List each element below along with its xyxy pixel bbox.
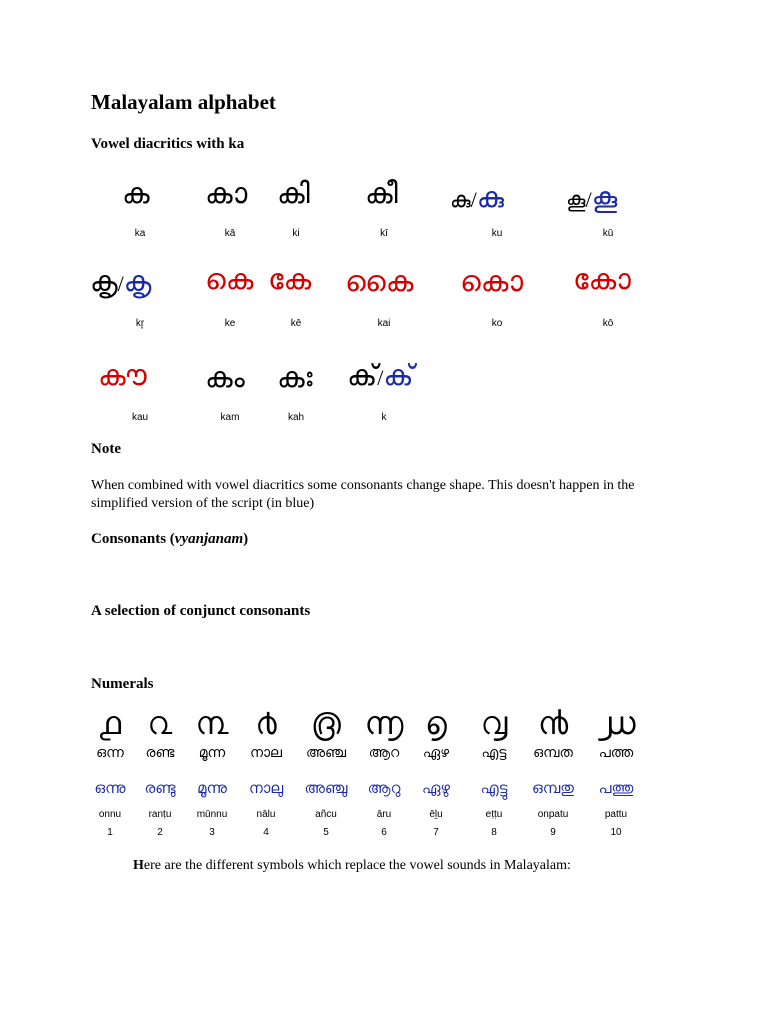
numeral-word-simplified: മൂന്നു <box>197 781 227 797</box>
glyph-ku-pair <box>450 180 504 218</box>
vowel-diacritics-heading: Vowel diacritics with ka <box>91 136 245 152</box>
intro-initial: H <box>133 858 144 873</box>
numeral-symbol: ൩ <box>195 705 229 741</box>
numeral-word-traditional: ഒന്ന <box>96 746 124 761</box>
glyph-ke: കെ <box>205 264 254 296</box>
numeral-digit: 10 <box>610 827 622 838</box>
glyph-kuu-simplified: കൂ <box>591 182 618 214</box>
numeral-romanized: pattu <box>604 809 628 820</box>
translit-kah: kah <box>287 412 305 423</box>
translit-ki: ki <box>292 228 300 239</box>
glyph-kai: കൈ <box>345 266 414 298</box>
translit-kii: kī <box>380 228 388 239</box>
numeral-digit: 4 <box>263 827 269 838</box>
glyph-ka: ക <box>122 178 150 210</box>
numeral-digit: 8 <box>491 827 497 838</box>
glyph-ko: കൊ <box>460 266 524 298</box>
translit-kuu: kū <box>602 228 614 239</box>
numeral-word-traditional: അഞ്ച <box>305 746 347 761</box>
consonants-heading-suffix: ) <box>243 531 249 547</box>
separator: / <box>377 365 384 390</box>
numeral-digit: 6 <box>381 827 387 838</box>
translit-kam: kam <box>220 412 240 423</box>
glyph-kau: കൗ <box>98 360 147 392</box>
numeral-word-simplified: ഒമ്പതു <box>531 781 574 797</box>
numeral-symbol: ൧ <box>98 705 122 741</box>
numeral-word-traditional: പത്ത <box>598 746 634 761</box>
translit-k: k <box>381 412 387 423</box>
glyph-kaa: കാ <box>205 178 248 210</box>
separator: / <box>585 187 592 212</box>
numeral-word-traditional: നാല <box>249 746 283 761</box>
numeral-romanized: ranṭu <box>148 809 172 820</box>
numeral-symbol: ൮ <box>480 705 508 741</box>
translit-ko: ko <box>491 318 503 329</box>
numeral-word-traditional: ആറ <box>368 746 400 761</box>
note-heading: Note <box>91 441 121 457</box>
numeral-word-traditional: ഒമ്പത <box>533 746 573 761</box>
numeral-word-traditional: ഏഴ <box>422 746 450 761</box>
numeral-romanized: nālu <box>256 809 276 820</box>
numeral-symbol: ൨ <box>147 705 173 741</box>
numeral-digit: 2 <box>157 827 163 838</box>
glyph-k-traditional: ക് <box>347 360 378 392</box>
glyph-ku-traditional: കു <box>450 187 471 212</box>
numeral-romanized: ēḻu <box>429 809 443 820</box>
numeral-symbol: ൭ <box>425 705 447 741</box>
glyph-ku-simplified: കു <box>476 182 505 214</box>
conjunct-heading: A selection of conjunct consonants <box>91 603 311 619</box>
translit-koo: kō <box>602 318 614 329</box>
vowel-symbols-intro <box>133 858 571 874</box>
glyph-kee: കേ <box>268 264 312 296</box>
numeral-symbol: ൯ <box>537 705 569 741</box>
numeral-romanized: onpatu <box>537 809 569 820</box>
consonants-heading <box>91 531 248 548</box>
glyph-koo: കോ <box>573 264 631 296</box>
glyph-kuu-traditional: കൂ <box>566 187 586 212</box>
numeral-symbol: ൬ <box>364 705 404 741</box>
translit-kee: kē <box>290 318 302 329</box>
numeral-digit: 7 <box>433 827 439 838</box>
translit-kaa: kā <box>224 228 236 239</box>
numeral-symbol: ൪ <box>255 705 277 741</box>
page-title: Malayalam alphabet <box>91 90 276 114</box>
separator: / <box>117 271 124 296</box>
glyph-kuu-pair <box>566 180 617 218</box>
numeral-word-simplified: ഒന്നു <box>94 781 126 797</box>
numeral-word-traditional: മൂന്ന <box>198 746 226 761</box>
numeral-word-simplified: നാലു <box>248 781 284 797</box>
numeral-digit: 9 <box>550 827 556 838</box>
numeral-word-traditional: എട്ട <box>481 746 507 761</box>
numerals-heading: Numerals <box>91 676 154 692</box>
numeral-digit: 5 <box>323 827 329 838</box>
glyph-kii: കീ <box>365 178 398 210</box>
glyph-ki: കി <box>277 178 310 210</box>
glyph-kr-traditional: കൃ <box>90 266 118 298</box>
note-text-line-2: simplified version of the script (in blue) <box>91 496 315 511</box>
note-text-line-1: When combined with vowel diacritics some consonants change shape. This doesn't happen in the <box>91 478 635 493</box>
glyph-kr-simplified: കൃ <box>123 266 152 298</box>
numeral-symbol: ൰ <box>596 705 636 741</box>
glyph-k-pair <box>347 358 414 396</box>
numeral-romanized: mūnnu <box>196 809 228 820</box>
glyph-k-simplified: ക് <box>383 360 414 392</box>
numeral-word-simplified: പത്തു <box>598 781 634 797</box>
numeral-word-traditional: രണ്ട <box>145 746 175 761</box>
numeral-word-simplified: ആറു <box>367 781 401 797</box>
consonants-heading-italic: vyanjanam <box>174 531 244 547</box>
numeral-word-simplified: അഞ്ചു <box>304 781 348 797</box>
translit-kr: kr̥ <box>135 318 145 329</box>
translit-kau: kau <box>131 412 149 423</box>
numeral-digit: 3 <box>209 827 215 838</box>
separator: / <box>470 187 477 212</box>
translit-ku: ku <box>491 228 503 239</box>
numeral-symbol: ൫ <box>311 705 341 741</box>
numeral-word-simplified: ഏഴു <box>421 781 451 797</box>
numeral-romanized: onnu <box>98 809 122 820</box>
translit-ke: ke <box>224 318 236 329</box>
glyph-kam: കം <box>205 362 245 394</box>
translit-ka: ka <box>134 228 146 239</box>
consonants-heading-prefix: Consonants ( <box>91 531 175 547</box>
numeral-word-simplified: എട്ടു <box>480 781 508 797</box>
numeral-word-simplified: രണ്ടു <box>144 781 176 797</box>
intro-rest: ere are the different symbols which replace the vowel sounds in Malayalam: <box>143 858 571 873</box>
translit-kai: kai <box>377 318 391 329</box>
numeral-romanized: āru <box>376 809 392 820</box>
glyph-kr-pair <box>90 264 151 302</box>
glyph-kah: കഃ <box>277 362 313 394</box>
numeral-romanized: añcu <box>315 809 337 820</box>
numeral-romanized: eṭṭu <box>485 809 503 820</box>
numeral-digit: 1 <box>107 827 113 838</box>
